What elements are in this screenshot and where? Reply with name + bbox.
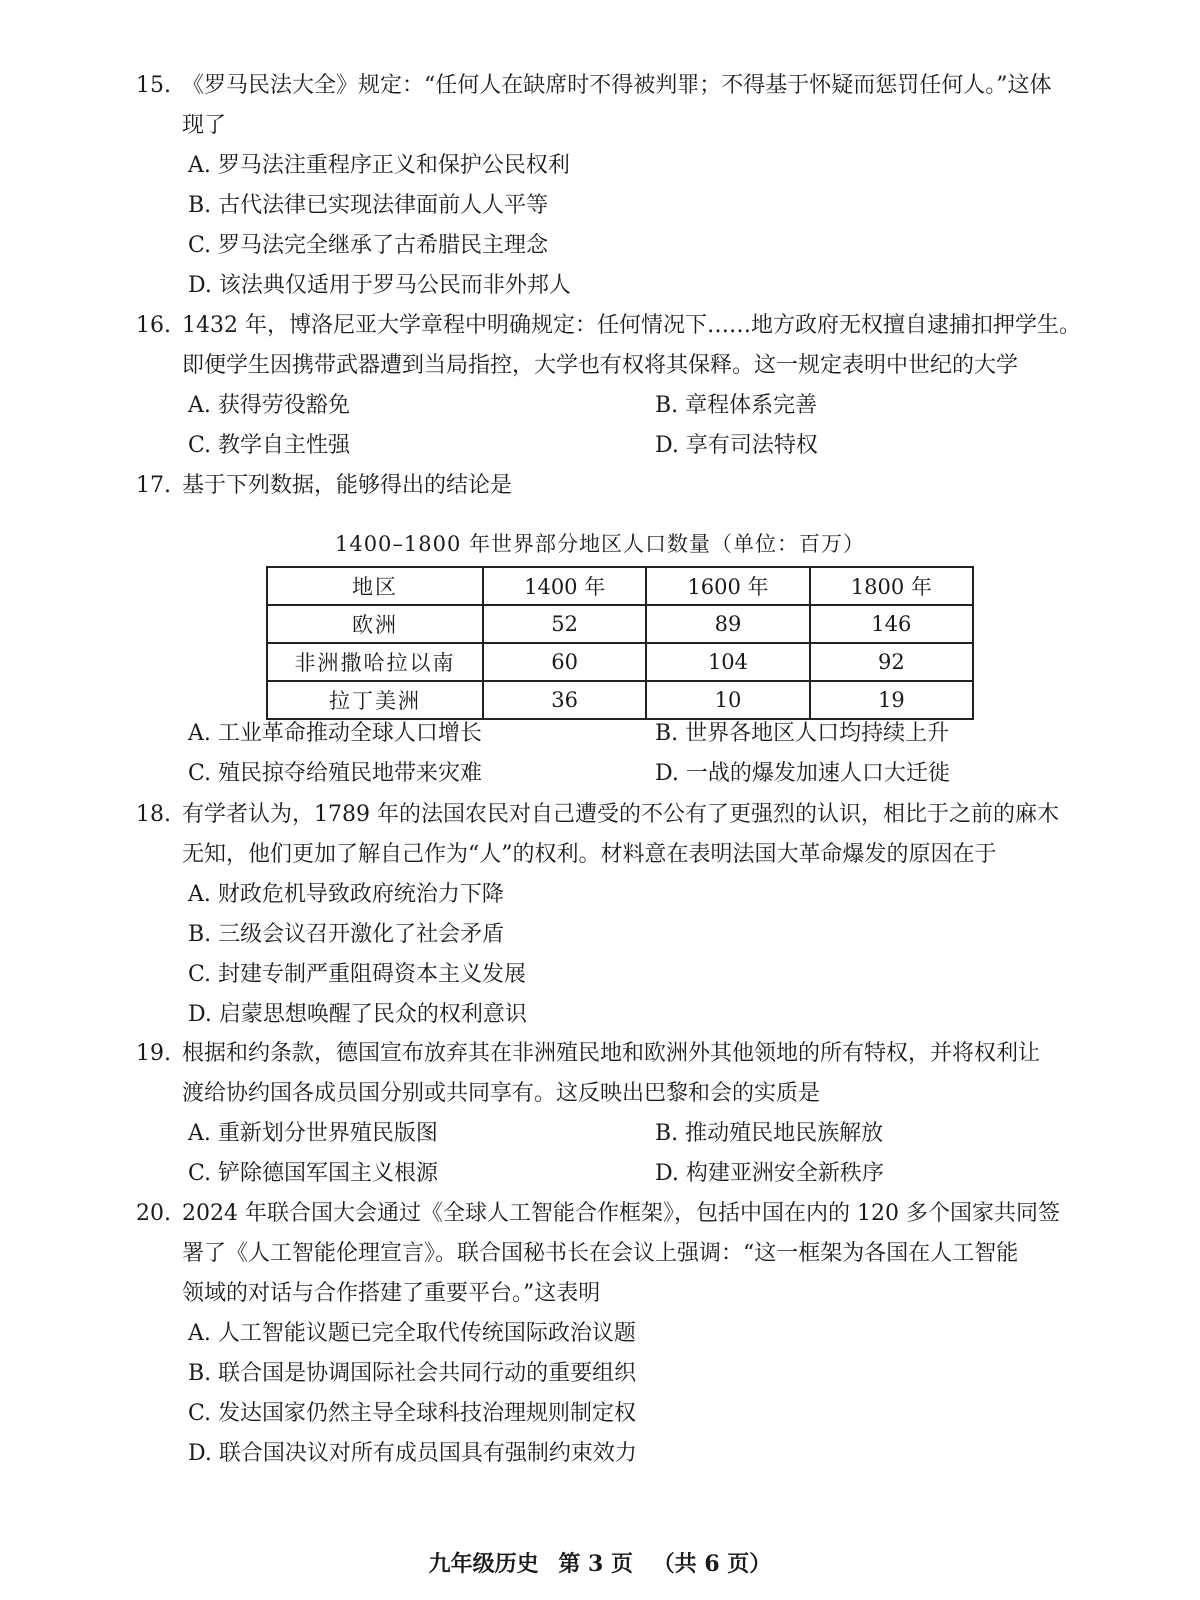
option-b: B. 三级会议召开激化了社会矛盾 — [188, 922, 505, 947]
option-d: D. 该法典仅适用于罗马公民而非外邦人 — [188, 273, 571, 298]
option-c: C. 罗马法完全继承了古希腊民主理念 — [188, 233, 549, 258]
question-stem: 基于下列数据，能够得出的结论是 — [182, 473, 513, 498]
table-header-row — [267, 567, 973, 605]
option-b: B. 联合国是协调国际社会共同行动的重要组织 — [188, 1361, 637, 1386]
question-number: 15. — [136, 73, 171, 98]
table-cell: 拉丁美洲 — [267, 681, 483, 719]
option-a: A. 工业革命推动全球人口增长 — [188, 721, 482, 746]
table-header: 地区 — [267, 567, 483, 605]
table-cell: 52 — [483, 605, 646, 643]
question-stem: 渡给协约国各成员国分别或共同享有。这反映出巴黎和会的实质是 — [182, 1081, 821, 1106]
option-b: B. 古代法律已实现法律面前人人平等 — [188, 193, 549, 218]
question-stem: 现了 — [182, 113, 227, 138]
question-number: 20. — [136, 1201, 171, 1226]
option-d: D. 联合国决议对所有成员国具有强制约束效力 — [188, 1441, 637, 1466]
option-c: C. 铲除德国军国主义根源 — [188, 1161, 439, 1186]
question-number: 19. — [136, 1041, 171, 1066]
question-stem: 1432 年，博洛尼亚大学章程中明确规定：任何情况下……地方政府无权擅自逮捕扣押学生。 — [182, 313, 1081, 338]
table-title: 1400–1800 年世界部分地区人口数量（单位：百万） — [334, 532, 866, 556]
question-number: 18. — [136, 802, 171, 827]
table-cell: 89 — [646, 605, 809, 643]
table-header: 1600 年 — [646, 567, 809, 605]
table-header: 1800 年 — [810, 567, 973, 605]
table-cell: 92 — [810, 643, 973, 681]
question-stem: 即便学生因携带武器遭到当局指控，大学也有权将其保释。这一规定表明中世纪的大学 — [182, 353, 1019, 378]
question-number: 16. — [136, 313, 171, 338]
table-cell: 146 — [810, 605, 973, 643]
option-d: D. 一战的爆发加速人口大迁徙 — [655, 761, 950, 786]
table-cell: 36 — [483, 681, 646, 719]
table-row — [267, 643, 973, 681]
option-b: B. 章程体系完善 — [655, 393, 818, 418]
option-c: C. 教学自主性强 — [188, 433, 351, 458]
option-a: A. 人工智能议题已完全取代传统国际政治议题 — [188, 1321, 636, 1346]
table-row — [267, 681, 973, 719]
option-a: A. 财政危机导致政府统治力下降 — [188, 882, 504, 907]
question-stem: 无知，他们更加了解自己作为“人”的权利。材料意在表明法国大革命爆发的原因在于 — [182, 842, 997, 867]
option-a: A. 重新划分世界殖民版图 — [188, 1121, 438, 1146]
question-stem: 根据和约条款，德国宣布放弃其在非洲殖民地和欧洲外其他领地的所有特权，并将权利让 — [182, 1041, 1041, 1066]
table-cell: 欧洲 — [267, 605, 483, 643]
option-d: D. 享有司法特权 — [655, 433, 818, 458]
table-header: 1400 年 — [483, 567, 646, 605]
table-cell: 10 — [646, 681, 809, 719]
question-stem: 署了《人工智能伦理宣言》。联合国秘书长在会议上强调：“这一框架为各国在人工智能 — [182, 1241, 1019, 1266]
question-stem: 有学者认为，1789 年的法国农民对自己遭受的不公有了更强烈的认识，相比于之前的麻木 — [182, 802, 1059, 827]
question-stem: 领域的对话与合作搭建了重要平台。”这表明 — [182, 1281, 601, 1306]
option-b: B. 世界各地区人口均持续上升 — [655, 721, 950, 746]
footer-total-pages: （共 6 页） — [652, 1551, 772, 1577]
question-number: 17. — [136, 473, 171, 498]
option-c: C. 殖民掠夺给殖民地带来灾难 — [188, 761, 483, 786]
option-d: D. 构建亚洲安全新秩序 — [655, 1161, 884, 1186]
option-b: B. 推动殖民地民族解放 — [655, 1121, 884, 1146]
option-a: A. 罗马法注重程序正义和保护公民权利 — [188, 153, 570, 178]
footer-page-number: 第 3 页 — [558, 1551, 633, 1577]
page-footer — [0, 1547, 1200, 1578]
question-stem: 2024 年联合国大会通过《全球人工智能合作框架》，包括中国在内的 120 多个国家共同签 — [182, 1201, 1060, 1226]
table-cell: 60 — [483, 643, 646, 681]
population-table — [266, 566, 974, 720]
table-cell: 104 — [646, 643, 809, 681]
option-c: C. 发达国家仍然主导全球科技治理规则制定权 — [188, 1401, 637, 1426]
table-cell: 非洲撒哈拉以南 — [267, 643, 483, 681]
question-stem: 《罗马民法大全》规定：“任何人在缺席时不得被判罪；不得基于怀疑而惩罚任何人。”这体 — [182, 73, 1052, 98]
footer-subject: 九年级历史 — [428, 1551, 539, 1577]
table-cell: 19 — [810, 681, 973, 719]
option-a: A. 获得劳役豁免 — [188, 393, 350, 418]
table-row — [267, 605, 973, 643]
option-c: C. 封建专制严重阻碍资本主义发展 — [188, 962, 527, 987]
option-d: D. 启蒙思想唤醒了民众的权利意识 — [188, 1002, 527, 1027]
